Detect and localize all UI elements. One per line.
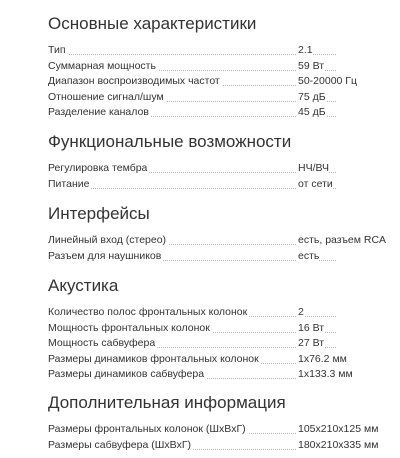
spec-value: 1x76.2 мм [296, 352, 347, 368]
spec-label: Тип [48, 43, 68, 59]
spec-list [48, 233, 400, 264]
spec-row-signal-noise [48, 90, 400, 106]
spec-value: 45 дБ [296, 105, 326, 121]
section-title: Функциональные возможности [48, 132, 292, 151]
spec-value: от сети [296, 177, 333, 193]
section-title: Дополнительная информация [48, 393, 286, 412]
spec-label: Питание [48, 177, 91, 193]
spec-value: 59 Вт [296, 59, 324, 75]
section-interfaces [48, 204, 400, 264]
spec-row-total-power [48, 59, 400, 75]
spec-value: 180x210x335 мм [296, 438, 378, 454]
spec-label: Отношение сигнал/шум [48, 90, 166, 106]
section-acoustics [48, 276, 400, 383]
spec-label: Регулировка тембра [48, 161, 149, 177]
section-additional-info [48, 393, 400, 453]
spec-value: 50-20000 Гц [296, 74, 357, 90]
spec-label: Разъем для наушников [48, 249, 163, 265]
spec-value: 105x210x125 мм [296, 422, 378, 438]
spec-row-headphone-jack [48, 249, 400, 265]
spec-value: 75 дБ [296, 90, 326, 106]
spec-row-tone-control [48, 161, 400, 177]
spec-row-power-supply [48, 177, 400, 193]
spec-row-front-driver-size [48, 352, 400, 368]
section-title: Основные характеристики [48, 14, 257, 33]
spec-row-front-power [48, 321, 400, 337]
spec-list [48, 161, 400, 192]
spec-row-subwoofer-driver-size [48, 367, 400, 383]
spec-label: Суммарная мощность [48, 59, 158, 75]
spec-label: Линейный вход (стерео) [48, 233, 168, 249]
spec-row-type [48, 43, 400, 59]
spec-label: Размеры фронтальных колонок (ШxВxГ) [48, 422, 248, 438]
spec-row-line-input [48, 233, 400, 249]
spec-value: есть, разъем RCA [296, 233, 386, 249]
spec-row-front-dimensions [48, 422, 400, 438]
spec-row-front-bands [48, 305, 400, 321]
spec-row-subwoofer-dimensions [48, 438, 400, 454]
spec-value: 16 Вт [296, 321, 324, 337]
spec-list [48, 422, 400, 453]
spec-value: есть [296, 249, 319, 265]
spec-label: Диапазон воспроизводимых частот [48, 74, 222, 90]
spec-list [48, 43, 400, 121]
spec-label: Мощность фронтальных колонок [48, 321, 212, 337]
spec-label: Размеры сабвуфера (ШxВxГ) [48, 438, 193, 454]
spec-list [48, 305, 400, 383]
spec-label: Размеры динамиков сабвуфера [48, 367, 206, 383]
spec-value: 2 [296, 305, 304, 321]
spec-value: 1x133.3 мм [296, 367, 353, 383]
spec-value: НЧ/ВЧ [296, 161, 329, 177]
section-functional-features [48, 132, 400, 192]
dotted-leader [48, 54, 336, 55]
spec-label: Разделение каналов [48, 105, 151, 121]
spec-row-subwoofer-power [48, 336, 400, 352]
spec-value: 27 Вт [296, 336, 324, 352]
section-title: Акустика [48, 276, 119, 295]
spec-label: Количество полос фронтальных колонок [48, 305, 249, 321]
section-title: Интерфейсы [48, 204, 150, 223]
spec-label: Размеры динамиков фронтальных колонок [48, 352, 261, 368]
spec-row-frequency-range [48, 74, 400, 90]
spec-value: 2.1 [296, 43, 313, 59]
spec-label: Мощность сабвуфера [48, 336, 157, 352]
section-main-characteristics [48, 14, 400, 121]
spec-row-channel-separation [48, 105, 400, 121]
